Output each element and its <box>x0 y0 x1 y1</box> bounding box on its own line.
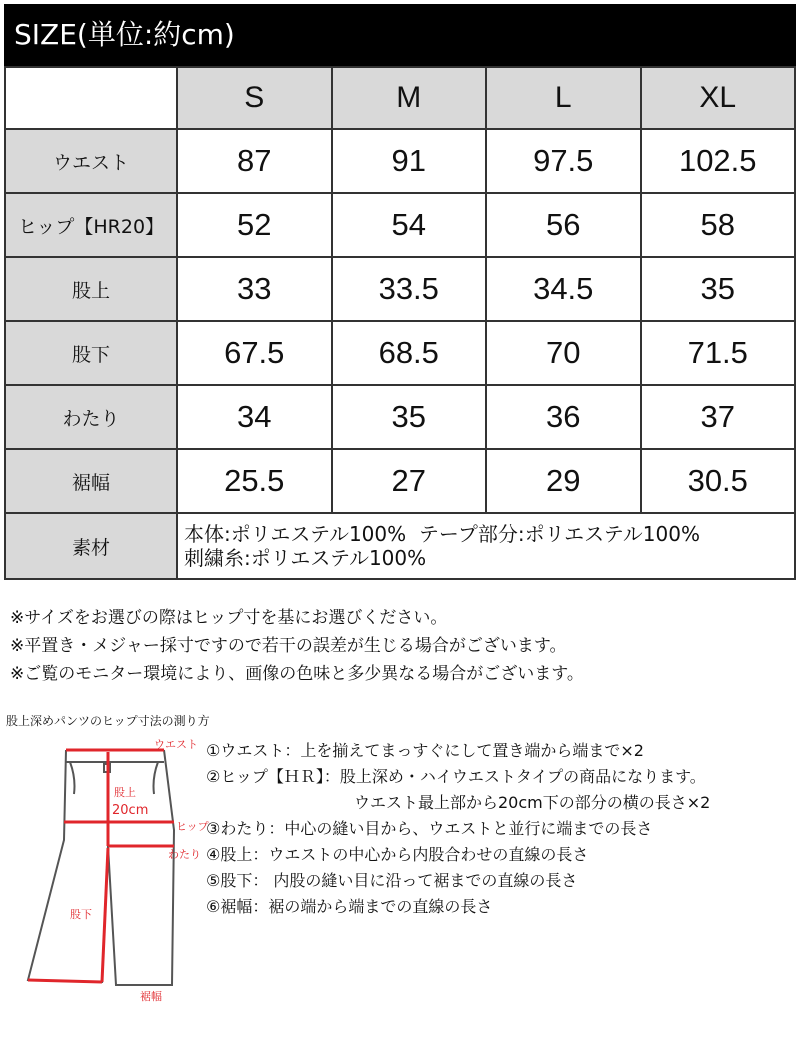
cell-value: 25.5 <box>177 449 332 513</box>
cell-value: 30.5 <box>641 449 796 513</box>
label-inseam: 股下 <box>70 908 92 921</box>
diagram-title: 股上深めパンツのヒップ寸法の測り方 <box>6 714 210 728</box>
cell-value: 87 <box>177 129 332 193</box>
cell-value: 36 <box>486 385 641 449</box>
step-rise: ④股上：ウエストの中心から内股合わせの直線の長さ <box>206 845 589 864</box>
row-label-material: 素材 <box>5 513 177 579</box>
table-corner <box>5 67 177 129</box>
cell-value: 33 <box>177 257 332 321</box>
cell-value: 68.5 <box>332 321 487 385</box>
step-hem: ⑥裾幅：裾の端から端までの直線の長さ <box>206 897 493 916</box>
label-rise-offset: 20cm <box>112 803 149 818</box>
table-row-inseam <box>5 321 795 385</box>
cell-value: 97.5 <box>486 129 641 193</box>
row-label-inseam: 股下 <box>5 321 177 385</box>
notes <box>10 604 790 688</box>
cell-value: 71.5 <box>641 321 796 385</box>
cell-value: 33.5 <box>332 257 487 321</box>
step-hip: ②ヒップ【ＨＲ】：股上深め・ハイウエストタイプの商品になります。 <box>206 767 706 786</box>
pants-outline <box>28 750 174 985</box>
pants-diagram <box>4 730 224 1030</box>
material-cell <box>177 513 795 579</box>
cell-value: 70 <box>486 321 641 385</box>
col-header-s: S <box>177 67 332 129</box>
inseam-line <box>102 848 108 982</box>
row-label-hem: 裾幅 <box>5 449 177 513</box>
label-rise: 股上 <box>114 786 136 799</box>
row-label-waist: ウエスト <box>5 129 177 193</box>
cell-value: 27 <box>332 449 487 513</box>
cell-value: 56 <box>486 193 641 257</box>
cell-value: 37 <box>641 385 796 449</box>
note-line: ※平置き・メジャー採寸ですので若干の誤差が生じる場合がございます。 <box>10 636 567 656</box>
step-inseam: ⑤股下： 内股の縫い目に沿って裾までの直線の長さ <box>206 871 578 890</box>
step-hip-detail: ウエスト最上部から20cm下の部分の横の長さ×2 <box>354 793 711 812</box>
material-line-2: 刺繍糸:ポリエステル100% <box>184 546 427 570</box>
cell-value: 35 <box>641 257 796 321</box>
table-row-hip <box>5 193 795 257</box>
step-thigh: ③わたり：中心の縫い目から、ウエストと並行に端までの長さ <box>206 819 653 838</box>
cell-value: 67.5 <box>177 321 332 385</box>
label-hip: ヒップ <box>176 820 209 833</box>
col-header-m: M <box>332 67 487 129</box>
cell-value: 58 <box>641 193 796 257</box>
row-label-rise: 股上 <box>5 257 177 321</box>
cell-value: 34.5 <box>486 257 641 321</box>
step-waist: ①ウエスト：上を揃えてまっすぐにして置き端から端まで×2 <box>206 741 644 760</box>
cell-value: 29 <box>486 449 641 513</box>
cell-value: 102.5 <box>641 129 796 193</box>
table-row-material <box>5 513 795 579</box>
row-label-hip: ヒップ【HR20】 <box>5 193 177 257</box>
measure-lines <box>28 750 174 982</box>
header-title: SIZE(単位:約cm) <box>14 18 235 51</box>
cell-value: 91 <box>332 129 487 193</box>
label-thigh: わたり <box>168 848 201 861</box>
table-row-rise <box>5 257 795 321</box>
size-header-row <box>5 67 795 129</box>
label-waist: ウエスト <box>154 738 198 751</box>
label-hem: 裾幅 <box>140 990 162 1003</box>
table-row-thigh <box>5 385 795 449</box>
table-row-waist <box>5 129 795 193</box>
size-table <box>4 66 796 580</box>
pants-left-leg <box>28 750 108 982</box>
pocket-right <box>154 762 159 794</box>
cell-value: 54 <box>332 193 487 257</box>
measurement-steps <box>206 738 796 920</box>
size-header <box>4 4 796 66</box>
cell-value: 52 <box>177 193 332 257</box>
col-header-l: L <box>486 67 641 129</box>
cell-value: 35 <box>332 385 487 449</box>
material-line-1: 本体:ポリエステル100% テープ部分:ポリエステル100% <box>184 522 700 546</box>
table-row-hem <box>5 449 795 513</box>
hem-line <box>28 980 102 982</box>
row-label-thigh: わたり <box>5 385 177 449</box>
pocket-left <box>70 762 75 794</box>
cell-value: 34 <box>177 385 332 449</box>
note-line: ※サイズをお選びの際はヒップ寸を基にお選びください。 <box>10 608 448 628</box>
note-line: ※ご覧のモニター環境により、画像の色味と多少異なる場合がございます。 <box>10 664 584 684</box>
col-header-xl: XL <box>641 67 796 129</box>
